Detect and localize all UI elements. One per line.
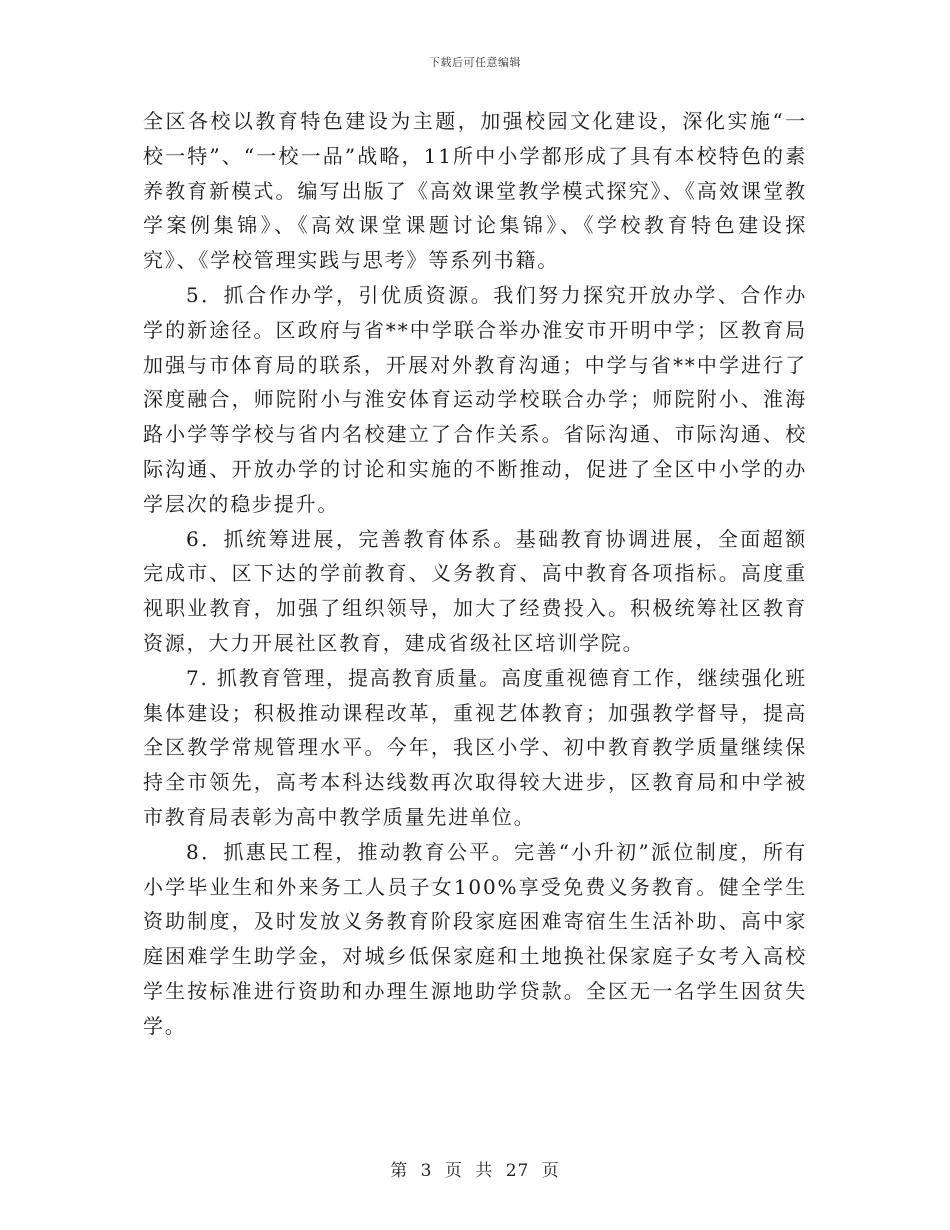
paragraph-1: 全区各校以教育特色建设为主题，加强校园文化建设，深化实施“一校一特”、“一校一品”战略，11所中小学都形成了具有本校特色的素养教育新模式。编写出版了《高效课堂教学模式探究》、《高效课堂教学案例集锦》、《高效课堂课题讨论集锦》、《学校教育特色建设探究》、《学校管理实践与思考》等系列书籍。 bbox=[143, 109, 807, 273]
document-body bbox=[143, 104, 807, 1044]
paragraph-5: 8．抓惠民工程，推动教育公平。完善“小升初”派位制度，所有小学毕业生和外来务工人员子女100%享受免费义务教育。健全学生资助制度，及时发放义务教育阶段家庭困难寄宿生生活补助、高中家庭困难学生助学金，对城乡低保家庭和土地换社保家庭子女考入高校学生按标准进行资助和办理生源地助学贷款。全区无一名学生因贫失学。 bbox=[143, 839, 807, 1038]
paragraph-2: 5．抓合作办学，引优质资源。我们努力探究开放办学、合作办学的新途径。区政府与省**中学联合举办淮安市开明中学；区教育局加强与市体育局的联系，开展对外教育沟通；中学与省**中学进行了深度融合，师院附小与淮安体育运动学校联合办学；师院附小、淮海路小学等学校与省内名校建立了合作关系。省际沟通、市际沟通、校际沟通、开放办学的讨论和实施的不断推动，促进了全区中小学的办学层次的稳步提升。 bbox=[143, 282, 807, 516]
paragraph-3: 6．抓统筹进展，完善教育体系。基础教育协调进展，全面超额完成市、区下达的学前教育、义务教育、高中教育各项指标。高度重视职业教育，加强了组织领导，加大了经费投入。积极统筹社区教育资源，大力开展社区教育，建成省级社区培训学院。 bbox=[143, 526, 807, 655]
page-header: 下载后可任意编辑 bbox=[429, 56, 521, 69]
paragraph-4: 7. 抓教育管理，提高教育质量。高度重视德育工作，继续强化班集体建设；积极推动课程改革，重视艺体教育；加强教学督导，提高全区教学常规管理水平。今年，我区小学、初中教育教学质量继续保持全市领先，高考本科达线数再次取得较大进步，区教育局和中学被市教育局表彰为高中教学质量先进单位。 bbox=[143, 665, 807, 829]
page-number-footer: 第 3 页 共 27 页 bbox=[390, 1161, 560, 1181]
